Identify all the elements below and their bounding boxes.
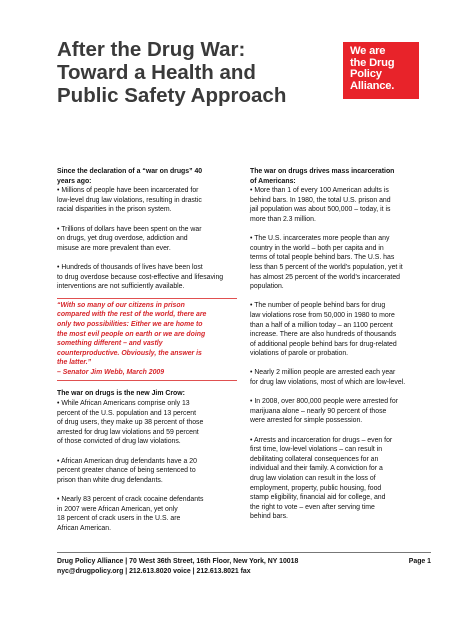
section-heading-mass-incarceration: The war on drugs drives mass incarceration of Americans: <box>250 168 395 185</box>
logo-line: We are <box>350 45 386 57</box>
logo-line: Alliance. <box>350 79 395 92</box>
left-column <box>57 167 237 533</box>
logo-line: the Drug <box>350 56 395 69</box>
quote-attribution: – Senator Jim Webb, March 2009 <box>57 368 165 376</box>
title-line: Toward a Health and <box>57 61 256 84</box>
bullet-arrests-each-year: • Nearly 2 million people are arrested each year for drug law violations, most of which are low-level. <box>250 369 406 387</box>
bullet-marijuana-arrests: • In 2008, over 800,000 people were arrested for marijuana alone – nearly 90 percent of those were arrested for simple possession. <box>250 398 398 425</box>
footer-address: Drug Policy Alliance | 70 West 36th Street, 16th Floor, New York, NY 10018 <box>57 558 299 565</box>
quote-divider-bottom <box>57 380 237 381</box>
drug-policy-alliance-logo <box>343 42 419 99</box>
bullet-collateral-consequences: • Arrests and incarceration for drugs – even for first time, low-level violations – can result in debilitating collateral consequences for an individual and their family. A conviction for a drug law violation can result in the loss of employment, property, public housing, food stamp eligibility, financial aid for college, and the right to vote – even after serving time behind bars. <box>250 436 393 521</box>
bullet-us-incarcerates: • The U.S. incarcerates more people than any country in the world – both per capita and in terms of total people behind bars. The U.S. has less than 5 percent of the world’s population, yet it has almost 25 percent of the world’s incarcerated population. <box>250 235 403 291</box>
bullet-defendants: • African American drug defendants have a 20 percent greater chance of being sentenced to prison than white drug defendants. <box>57 457 197 484</box>
logo-line: Policy <box>350 68 382 81</box>
footer <box>57 557 431 577</box>
footer-divider <box>57 552 431 553</box>
section-heading-jim-crow: The war on drugs is the new Jim Crow: <box>57 390 185 398</box>
bullet-adults-behind-bars: • More than 1 of every 100 American adults is behind bars. In 1980, the total U.S. prison and jail population was about 500,000 – today, it is more than 2.3 million. <box>250 187 391 223</box>
title-line: After the Drug War: <box>57 38 246 61</box>
page-number: Page 1 <box>408 558 431 565</box>
bullet-incarcerated: • Millions of people have been incarcerated for low-level drug law violations, resulting in drastic racial disparities in the prison system. <box>57 187 202 214</box>
bullet-drug-law-violations: • The number of people behind bars for drug law violations rose from 50,000 in 1980 to more than a half of a million today – an 1100 percent increase. There are also hundreds of thousands of additional people behind bars for drug-related violations of parole or probation. <box>250 302 397 358</box>
bullet-lives-lost: • Hundreds of thousands of lives have been lost to drug overdose because cost-effective and lifesaving interventions are not sufficiently available. <box>57 263 224 291</box>
bullet-trillions-spent: • Trillions of dollars have been spent on the war on drugs, yet drug overdose, addiction and misuse are more prevalent than ever. <box>57 225 202 252</box>
section-heading-war-on-drugs: Since the declaration of a “war on drugs” 40 years ago: <box>57 168 203 185</box>
bullet-crack-cocaine: • Nearly 83 percent of crack cocaine defendants in 2007 were African American, yet only 18 percent of crack users in the U.S. are African American. <box>57 496 204 532</box>
title-line: Public Safety Approach <box>57 84 287 107</box>
bullet-african-americans: • While African Americans comprise only 13 percent of the U.S. population and 13 percent of drug users, they make up 38 percent of those arrested for drug law violations and 59 percent of those convicted of drug law violations. <box>57 400 204 446</box>
quote-divider-top <box>57 298 237 299</box>
right-column <box>250 167 430 522</box>
pull-quote: “With so many of our citizens in prison compared with the rest of the world, there are only two possibilities: Either we are home to the most evil people on earth or we are doing something different – and vastly counterproductive. Obviously, the answer is the latter.” – Senator Jim Webb, March 2009 <box>57 301 237 378</box>
document-title <box>57 38 327 107</box>
footer-contact: nyc@drugpolicy.org | 212.613.8020 voice | 212.613.8021 fax <box>57 568 251 575</box>
